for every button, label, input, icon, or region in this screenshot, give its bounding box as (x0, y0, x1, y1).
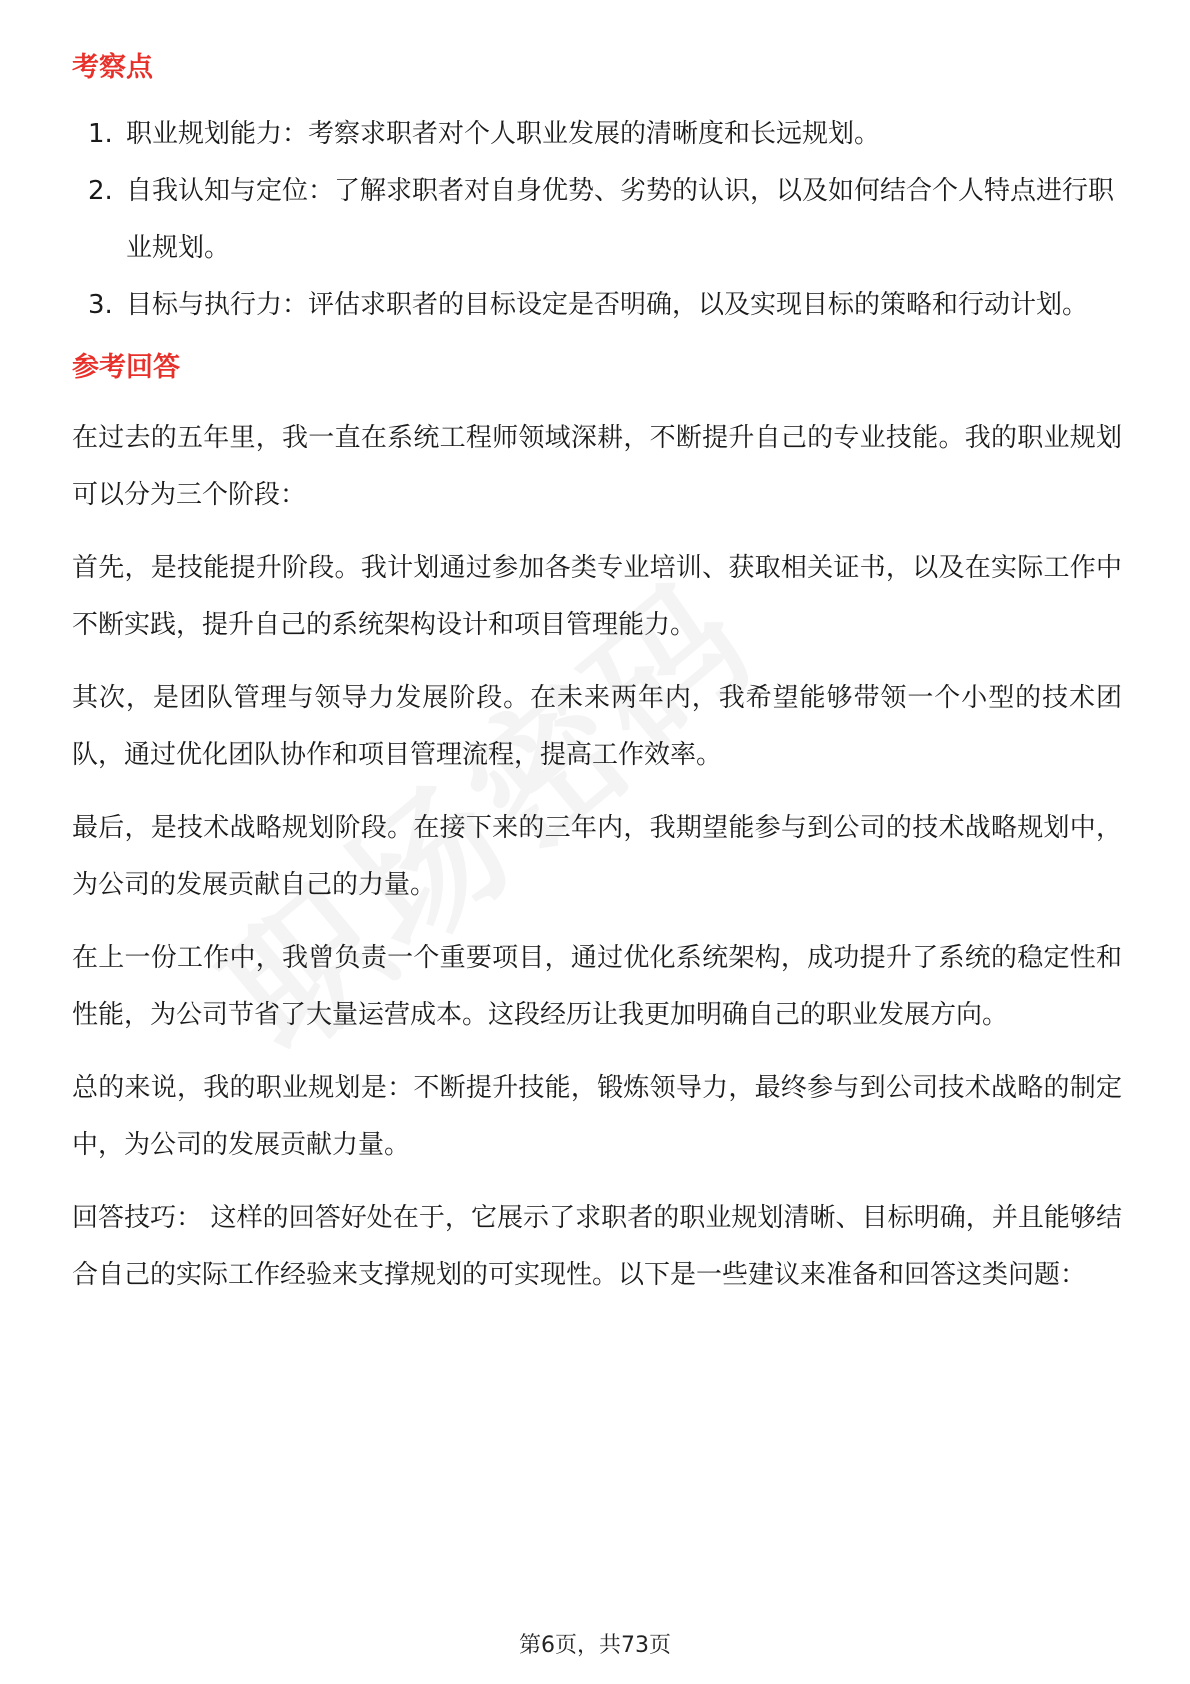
answer-paragraph: 首先，是技能提升阶段。我计划通过参加各类专业培训、获取相关证书，以及在实际工作中不断实践，提升自己的系统架构设计和项目管理能力。 (72, 553, 1122, 640)
list-item-number: 1. (88, 119, 113, 149)
list-item-number: 2. (88, 176, 113, 206)
list-item (72, 106, 1122, 163)
list-item-text: 职业规划能力：考察求职者对个人职业发展的清晰度和长远规划。 (126, 119, 881, 149)
list-item (72, 277, 1122, 334)
assessment-points-list (72, 106, 1122, 334)
answer-paragraph: 总的来说，我的职业规划是：不断提升技能，锻炼领导力，最终参与到公司技术战略的制定中，为公司的发展贡献力量。 (72, 1073, 1122, 1160)
section-heading-assessment-points: 考察点 (72, 52, 153, 83)
answer-paragraph: 在上一份工作中，我曾负责一个重要项目，通过优化系统架构，成功提升了系统的稳定性和性能，为公司节省了大量运营成本。这段经历让我更加明确自己的职业发展方向。 (72, 943, 1122, 1030)
answer-paragraph: 在过去的五年里，我一直在系统工程师领域深耕，不断提升自己的专业技能。我的职业规划可以分为三个阶段： (72, 423, 1122, 510)
list-item-text: 自我认知与定位：了解求职者对自身优势、劣势的认识，以及如何结合个人特点进行职业规划。 (126, 176, 1115, 263)
answer-tips-paragraph: 回答技巧： 这样的回答好处在于，它展示了求职者的职业规划清晰、目标明确，并且能够结合自己的实际工作经验来支撑规划的可实现性。以下是一些建议来准备和回答这类问题： (72, 1203, 1122, 1290)
list-item-number: 3. (88, 290, 113, 320)
section-heading-reference-answer: 参考回答 (72, 352, 180, 383)
answer-paragraph: 最后，是技术战略规划阶段。在接下来的三年内，我期望能参与到公司的技术战略规划中，为公司的发展贡献自己的力量。 (72, 813, 1122, 900)
answer-paragraph: 其次，是团队管理与领导力发展阶段。在未来两年内，我希望能够带领一个小型的技术团队，通过优化团队协作和项目管理流程，提高工作效率。 (72, 683, 1122, 770)
document-page (72, 46, 1122, 1304)
list-item-text: 目标与执行力：评估求职者的目标设定是否明确，以及实现目标的策略和行动计划。 (126, 290, 1089, 320)
page-number: 第6页，共73页 (519, 1633, 671, 1658)
list-item (72, 163, 1122, 277)
